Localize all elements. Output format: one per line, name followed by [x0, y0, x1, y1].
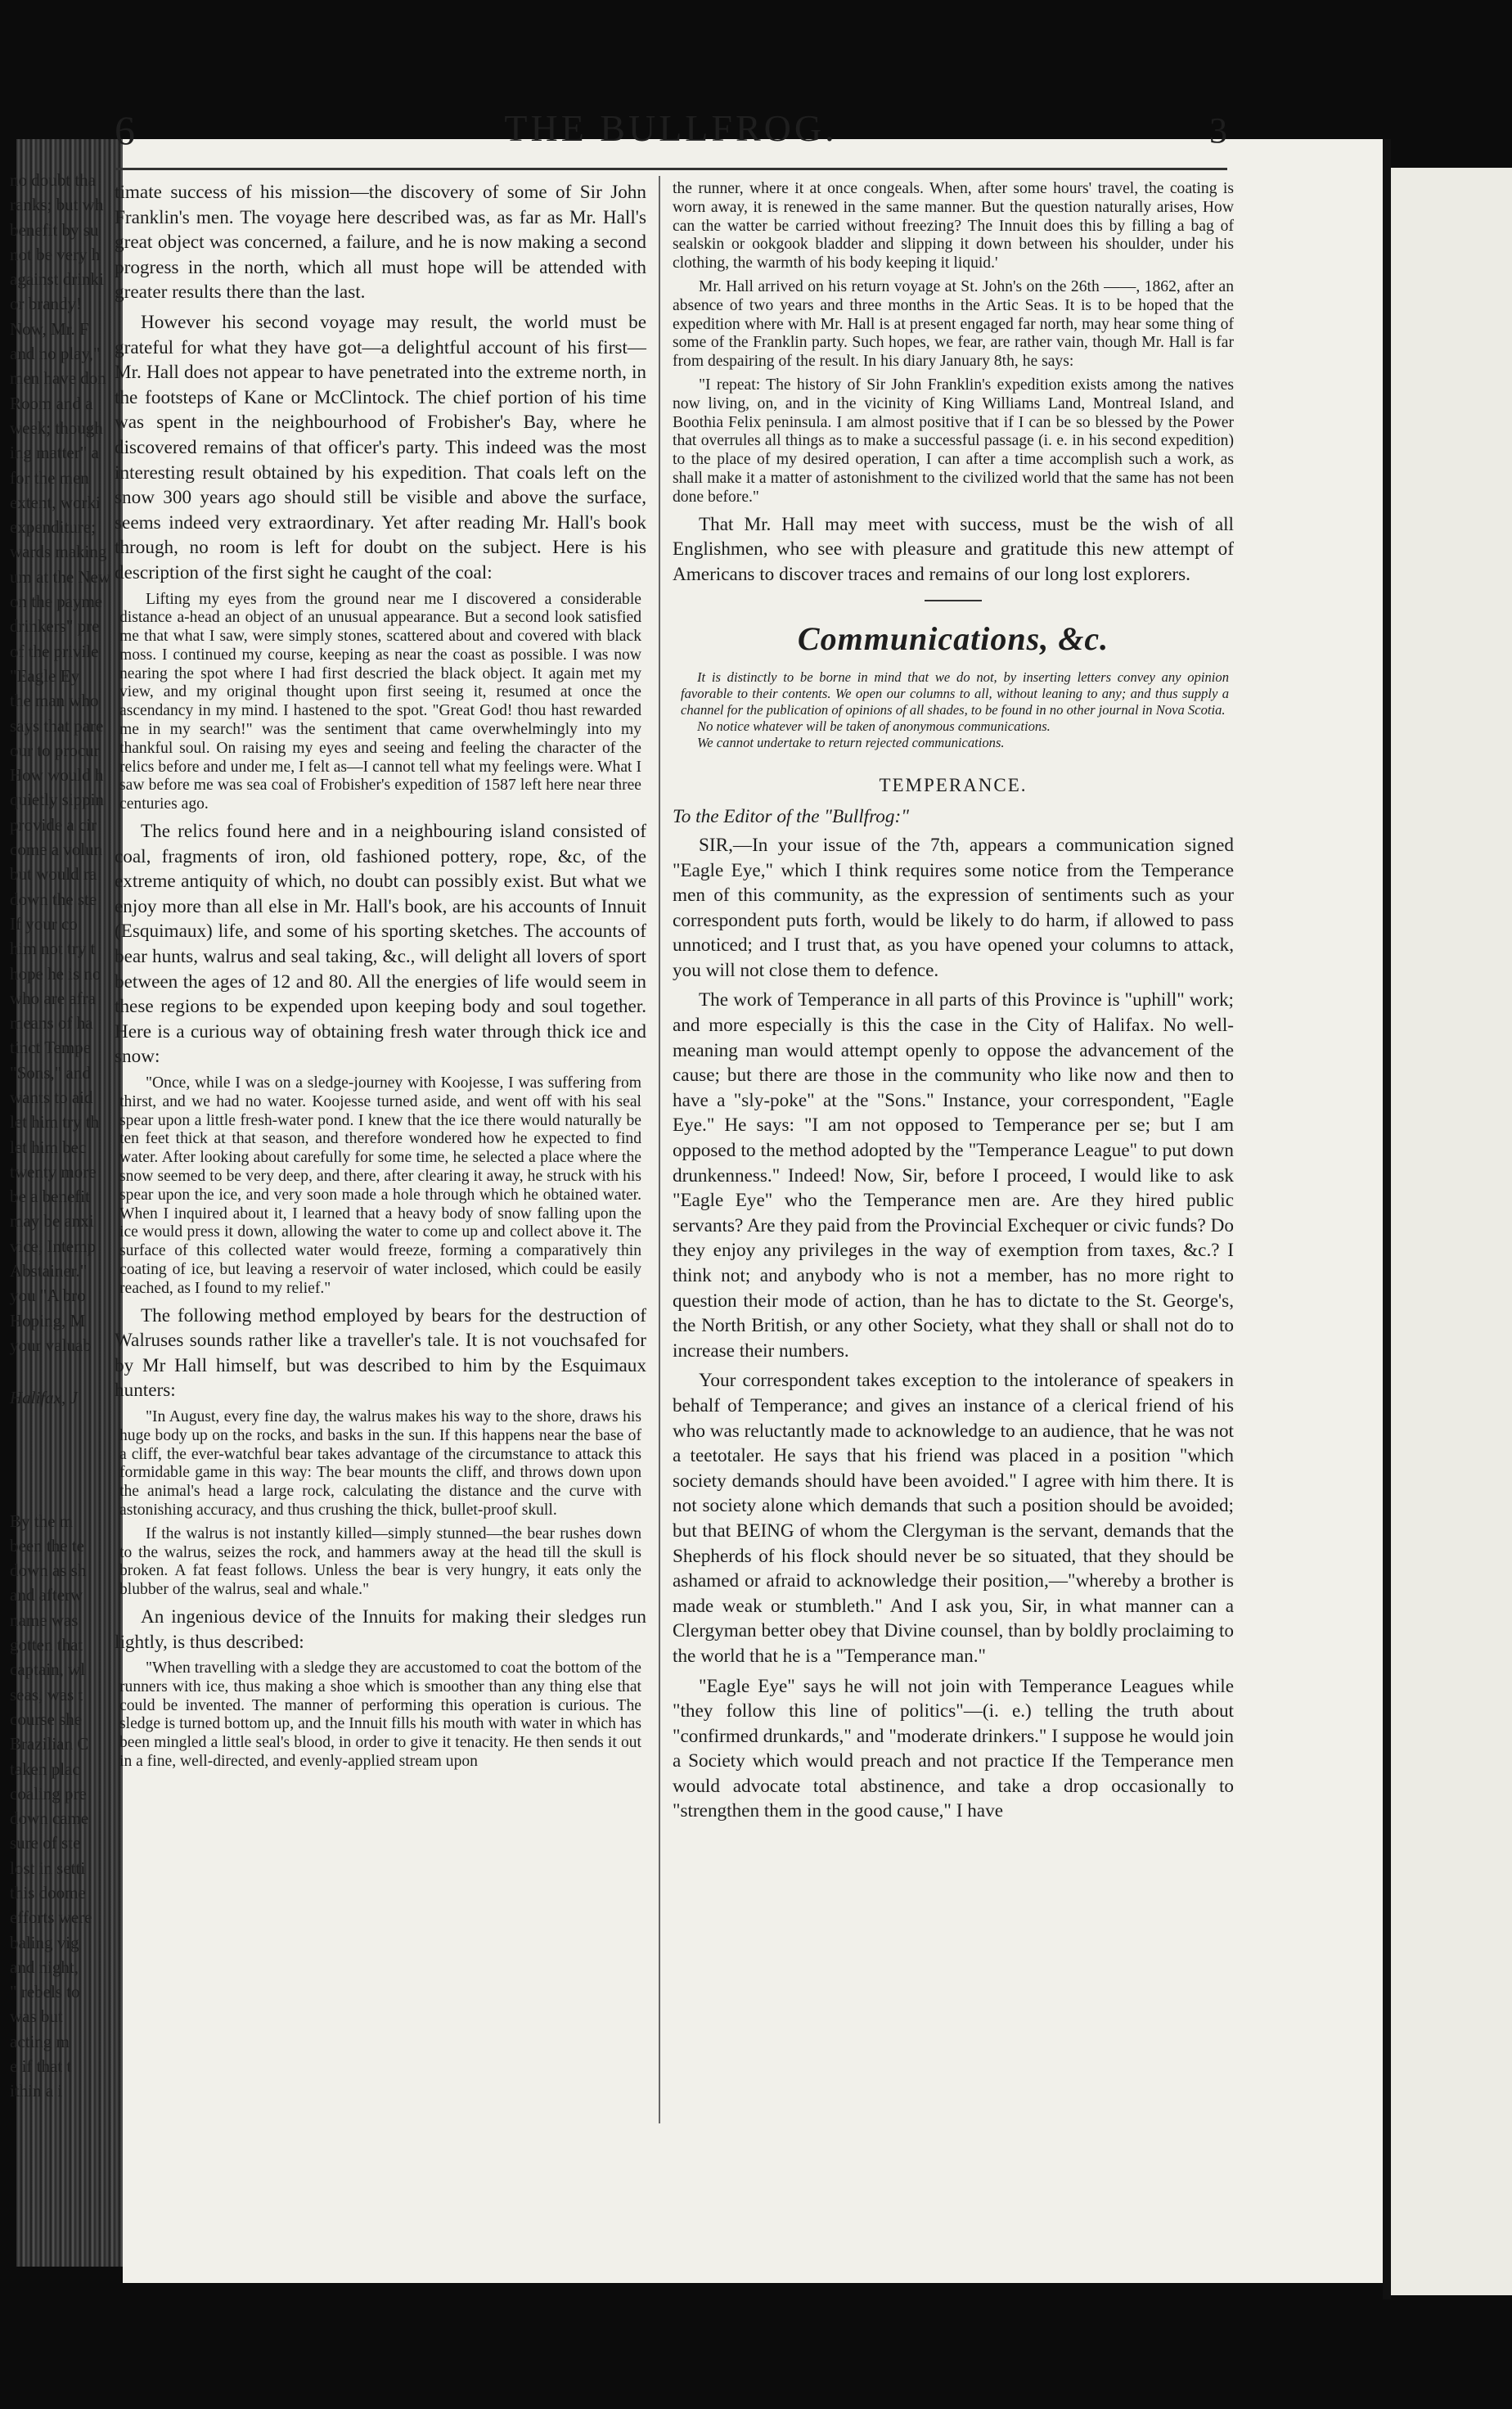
- page-number: 6: [115, 107, 135, 153]
- section-divider: [925, 600, 982, 601]
- facing-page: [1391, 168, 1512, 2295]
- fragment-line: down as sh: [10, 1560, 87, 1581]
- fragment-line: Hoping, M: [10, 1310, 86, 1331]
- fragment-line: wards making: [10, 542, 107, 562]
- paragraph: That Mr. Hall may meet with success, must be the wish of all Englishmen, who see with pleasure and gratitude this new attempt of Americans to discover traces and remains of our long lost explorers.: [673, 513, 1234, 585]
- fragment-line: efforts were: [10, 1907, 92, 1928]
- paragraph: An ingenious device of the Innuits for making their sledges run lightly, is thus described:: [115, 1605, 646, 1653]
- letter-paragraph: SIR,—In your issue of the 7th, appears a communication signed "Eagle Eye," which I think requires some notice from the Temperance men of this community, as the expression of sentiments such as your correspondent puts forth, would be likely to do harm, if allowed to pass unnoticed; and I trust that, as you have opened your columns to attack, you will not close them to defence.: [673, 834, 1234, 981]
- fragment-line: acting m: [10, 2031, 70, 2051]
- fragment-line: gotten that: [10, 1635, 83, 1655]
- fragment-line: vice, Intemp: [10, 1236, 96, 1256]
- fragment-line: name was: [10, 1610, 79, 1630]
- letter-paragraph: The work of Temperance in all parts of this Province is "uphill" work; and more especially is this the case in the City of Halifax. No well-meaning man would attempt openly to oppose the advancement of the cause; but there are those in the community who like now and then to have a "sly-poke" at the "Sons." Instance, your correspondent, "Eagle Eye." He says: "I am not opposed to Temperance per se; but I am opposed to the method adopted by the "Temperance League" to put down drunkenness." Indeed! Now, Sir, before I proceed, I would like to ask "Eagle Eye" who the Temperance men are. Are they hired public servants? Are they paid from the Provincial Exchequer or civic funds? Do they enjoy any privileges in the way of exemption from taxes, &c.? I think not; and anybody who is not a member, has no more right to question their mode of action, than he has to dictate to the St. George's, the North British, or any other Society, what they shall or shall not do to increase their numbers.: [673, 989, 1234, 1362]
- fragment-line: been the te: [10, 1535, 84, 1556]
- fragment-line: drinkers" pre: [10, 616, 100, 637]
- fragment-line: Brazilian C: [10, 1734, 89, 1754]
- fragment-line: or brandy!: [10, 294, 83, 314]
- fragment-line: twenty more: [10, 1161, 97, 1182]
- paragraph: However his second voyage may result, the world must be grateful for what they have got—a delightful account of his first—Mr. Hall does not appear to have penetrated into the extreme north, in the footsteps of Kane or McClintock. The chief portion of his time was spent in the neighbourhood of Frobisher's Bay, where he discovered remains of that officer's party. This indeed was the most interesting result obtained by his expedition. That coals left on the snow 300 years ago should still be visible and above the surface, seems indeed very extraordinary. Yet after reading Mr. Hall's book through, no room is left for doubt on the subject. Here is his description of the first sight he caught of the coal:: [115, 311, 646, 583]
- fragment-line: lost in setti: [10, 1857, 86, 1878]
- fragment-line: extent, worki: [10, 492, 101, 512]
- paragraph: The following method employed by bears for the destruction of Walruses sounds rather like a traveller's tale. It is not vouchsafed for by Mr Hall himself, but was described to him by the Esquimaux hunters:: [115, 1304, 646, 1402]
- header-rule: [115, 168, 1227, 170]
- column-rule: [659, 176, 660, 2123]
- fragment-line: our to procur: [10, 740, 100, 760]
- fragment-line: for the men: [10, 467, 89, 488]
- article-continuation: [673, 180, 1234, 587]
- fragment-line: captain, wl: [10, 1659, 86, 1680]
- fragment-line: ranks; but wh: [10, 195, 104, 215]
- fragment-line: men have don: [10, 368, 106, 389]
- left-column: [115, 180, 646, 1776]
- fragment-line: your valuab: [10, 1335, 92, 1355]
- fragment-line: ing matter" a: [10, 443, 99, 463]
- fragment-line: and afterw: [10, 1585, 83, 1605]
- fragment-line: you "A bro: [10, 1286, 86, 1306]
- fragment-line: benefit by su: [10, 219, 99, 240]
- notice-line: It is distinctly to be borne in mind that we do not, by inserting letters convey any opinion favorable to their contents. We open our columns to all, without leaning to any; and thus supply a channel for the publication of opinions of all shades, to be found in no other journal in Nova Scotia.: [681, 669, 1229, 718]
- paragraph: timate success of his mission—the discovery of some of Sir John Franklin's men. The voyage here described was, as far as Mr. Hall's great object was concerned, a failure, and he is now making a second progress in the north, which all must hope will be attended with greater results there than the last.: [115, 182, 646, 304]
- fragment-line: quietly sippin: [10, 790, 104, 810]
- fragment-line: and no play,": [10, 344, 101, 364]
- fragment-line: sure of ste: [10, 1833, 81, 1853]
- fragment-line: expenditure;: [10, 517, 96, 538]
- fragment-line: tinct Tempe: [10, 1038, 92, 1058]
- quoted-paragraph: "In August, every fine day, the walrus makes his way to the shore, draws his huge body up on the rocks, and basks in the sun. If this happens near the base of a cliff, the ever-watchful bear takes advantage of the circumstance to attack this formidable game in this way: The bear mounts the cliff, and throws down upon the animal's head a large rock, calculating the distance and the curve with astonishing accuracy, and thus crushing the thick, bullet-proof skull.: [119, 1407, 641, 1519]
- letter-title: TEMPERANCE.: [879, 775, 1028, 796]
- editorial-notice: [681, 669, 1229, 750]
- fragment-line: ithin a i: [10, 2081, 63, 2101]
- fragment-line: on the payme: [10, 592, 103, 612]
- fragment-line: Now, Mr. F: [10, 318, 89, 339]
- fragment-line: By the m: [10, 1511, 73, 1531]
- fragment-line: Abstainer.": [10, 1261, 88, 1281]
- fragment-line: who are afra: [10, 988, 96, 1008]
- fragment-line: "Sons," and: [10, 1062, 91, 1083]
- fragment-line: means of ha: [10, 1013, 93, 1033]
- fragment-line: down came: [10, 1808, 89, 1829]
- letter-paragraph: "Eagle Eye" says he will not join with Temperance Leagues while "they follow this line of politics"—(i. e.) telling the truth about "confirmed drunkards," and "moderate drinkers." I suppose he would join a Society which would preach and not practice If the Temperance men would advocate total abstinence, and take a drop occasionally to "strengthen them in the good cause," I have: [673, 1675, 1234, 1822]
- fragment-line: him not try t: [10, 939, 96, 959]
- header-mark: 3: [1209, 110, 1227, 151]
- fragment-line: " rebels to: [10, 1982, 80, 2002]
- fragment-line: but would ra: [10, 864, 97, 885]
- masthead-title: THE BULLFROG.: [504, 107, 838, 149]
- fragment-line: let him bec: [10, 1137, 87, 1157]
- paragraph: the runner, where it at once congeals. When, after some hours' travel, the coating is worn away, it is renewed in the same manner. But the question naturally arises, How can the watter be carried without freezing? The Innuit does this by filling a bag of sealskin or ookgook bladder and slipping it down between his shoulder, under his clothing, the warmth of his body keeping it liquid.': [673, 180, 1234, 272]
- letter-body: [673, 833, 1234, 1824]
- fragment-line: taken plac: [10, 1758, 80, 1779]
- fragment-line: come a volun: [10, 840, 103, 860]
- quoted-paragraph: If the walrus is not instantly killed—simply stunned—the bear rushes down to the walrus, seizes the rock, and hammers away at the head till the skull is broken. A fat feast follows. Unless the bear is very hungry, it eats only the blubber of the walrus, seal and whale.": [119, 1524, 641, 1599]
- notice-line: No notice whatever will be taken of anonymous communications.: [697, 718, 1051, 734]
- quoted-paragraph: Lifting my eyes from the ground near me I discovered a considerable distance a-head an object of an unusual appearance. But a second look satisfied me that what I saw, were simply stones, scattered about and covered with black moss. I continued my course, keeping as near the coast as possible. I was now nearing the spot where I had first descried the black object. It again met my view, and my original thought upon first seeing it, resumed at once the ascendancy in my mind. I hastened to the spot. "Great God! thou hast rewarded me in my search!" was the sentiment that came overwhelmingly into my thankful soul. On raising my eyes and seeing and feeling the character of the relics before and under me, I felt as—I cannot tell what my feelings were. What I saw before me was sea coal of Frobisher's expedition of 1587 left here near three centuries ago.: [119, 590, 641, 813]
- fragment-line: be a benefit: [10, 1186, 90, 1207]
- fragment-line: against drinki: [10, 269, 104, 290]
- middle-column: [673, 180, 1234, 1829]
- fragment-line: seas, was t: [10, 1684, 83, 1704]
- fragment-line: e if that t: [10, 2056, 72, 2077]
- fragment-line: Room and a: [10, 393, 93, 413]
- letter-paragraph: Your correspondent takes exception to the intolerance of speakers in behalf of Temperance; and gives an instance of a clerical friend of his who was reluctantly made to acknowledge to an audience, that he was not a teetotaler. He says that his friend was placed in a position "which society demands should have been avoided." I agree with him there. It is not society alone which demands that such a position should be avoided; but that BEING of whom the Clergyman is the servant, demands that the Shepherds of his flock should never be so situated, that they should be ashamed or afraid to acknowledge their position,—"whereby a brother is made weak or stumbleth." And I ask you, Sir, in what manner can a Clergyman better obey that Divine counsel, than by boldly proclaiming to the world that he is a "Temperance man.": [673, 1370, 1234, 1667]
- fragment-line: baling vig: [10, 1932, 79, 1952]
- fragment-line: this doome: [10, 1883, 86, 1902]
- fragment-line: down the ste: [10, 889, 97, 909]
- page-header: [115, 106, 1227, 155]
- fragment-line: course she: [10, 1709, 83, 1729]
- fragment-line: "Eagle Ey: [10, 665, 79, 686]
- fragment-line: wants to aid: [10, 1087, 93, 1107]
- page-gutter: [1383, 139, 1391, 2299]
- fragment-line: um at the New: [10, 566, 111, 587]
- paragraph: "I repeat: The history of Sir John Franklin's expedition exists among the natives now living, on, and in the vicinity of King Williams Land, Montreal Island, and Boothia Felix peninsula. I am almost positive that if I can be so blessed by the Power that overrules all things as to make a successful passage (i. e. in his second expedition) to the place of my desired operation, I can after a time accomplish such a work, as shall make it a matter of astonishment to the civilized world that the same has not been done before.": [673, 376, 1234, 506]
- facing-page-fragment: [10, 168, 141, 2104]
- fragment-line: and night,: [10, 1956, 79, 1977]
- fragment-line: the man who: [10, 691, 99, 711]
- fragment-line: How would h: [10, 765, 104, 786]
- fragment-line: If your co: [10, 913, 78, 934]
- fragment-line: may be anxi: [10, 1211, 94, 1232]
- fragment-line: week; though: [10, 417, 103, 438]
- section-title: Communications, &c.: [797, 620, 1109, 658]
- fragment-line: hope he is no: [10, 963, 101, 984]
- quoted-paragraph: "Once, while I was on a sledge-journey with Koojesse, I was suffering from thirst, and we had no water. Koojesse turned aside, and went off with his seal spear upon a little fresh-water pond. I knew that the ice there would naturally be ten feet thick at that season, and therefore wondered how he expected to find water. After looking about carefully for some time, he selected a place where the snow seemed to be very deep, and there, after clearing it away, he struck with his spear upon the ice, and very soon made a hole through which he obtained water. When I inquired about it, I learned that a heavy body of snow falling upon the ice would press it down, allowing the water to come up and collect above it. The surface of this collected water would freeze, forming a comparatively thin coating of ice, but leaving a reservoir of water inclosed, which could be easily reached, as I found to my relief.": [119, 1074, 641, 1297]
- notice-line: We cannot undertake to return rejected communications.: [697, 734, 1005, 750]
- fragment-line: says that pare: [10, 715, 104, 736]
- fragment-line: provide a cir: [10, 814, 97, 835]
- fragment-line: was but: [10, 2006, 63, 2027]
- paragraph: The relics found here and in a neighbouring island consisted of coal, fragments of iron, old fashioned pottery, rope, &c, of the extreme antiquity of which, no doubt can possibly exist. But what we enjoy more than all else in Mr. Hall's book, are his accounts of Innuit (Esquimaux) life, and some of his sporting sketches. The accounts of bear hunts, walrus and seal taking, &c., will delight all lovers of sport between the ages of 12 and 80. All the energies of life would seem in these regions to be expended upon keeping body and soul together. Here is a curious way of obtaining fresh water through thick ice and snow:: [115, 821, 646, 1068]
- letter-address: To the Editor of the "Bullfrog:": [673, 806, 909, 828]
- fragment-line: of the privile: [10, 641, 99, 661]
- fragment-line: let him try th: [10, 1112, 100, 1132]
- fragment-line: coaling pre: [10, 1783, 87, 1803]
- paragraph: Mr. Hall arrived on his return voyage at St. John's on the 26th ——, 1862, after an absence of two years and three months in the Artic Seas. It is to be hoped that the expedition where with Mr. Hall is at present engaged far north, may hear some thing of some of the Franklin party. Such hopes, we fear, are rather vain, though Mr. Hall is far from despairing of the result. In his diary January 8th, he says:: [673, 277, 1234, 371]
- fragment-line: no doubt tha: [10, 170, 96, 190]
- fragment-signature: Halifax, J: [10, 1388, 78, 1408]
- quoted-paragraph: "When travelling with a sledge they are accustomed to coat the bottom of the runners with ice, thus making a shoe which is smoother than any thing else that could be invented. The manner of performing this operation is curious. The sledge is turned bottom up, and the Innuit fills his mouth with water in which has been mingled a little seal's blood, in order to give it tenacity. He then sends it out in a fine, well-directed, and evenly-applied stream upon: [119, 1659, 641, 1771]
- fragment-line: not be very h: [10, 244, 101, 264]
